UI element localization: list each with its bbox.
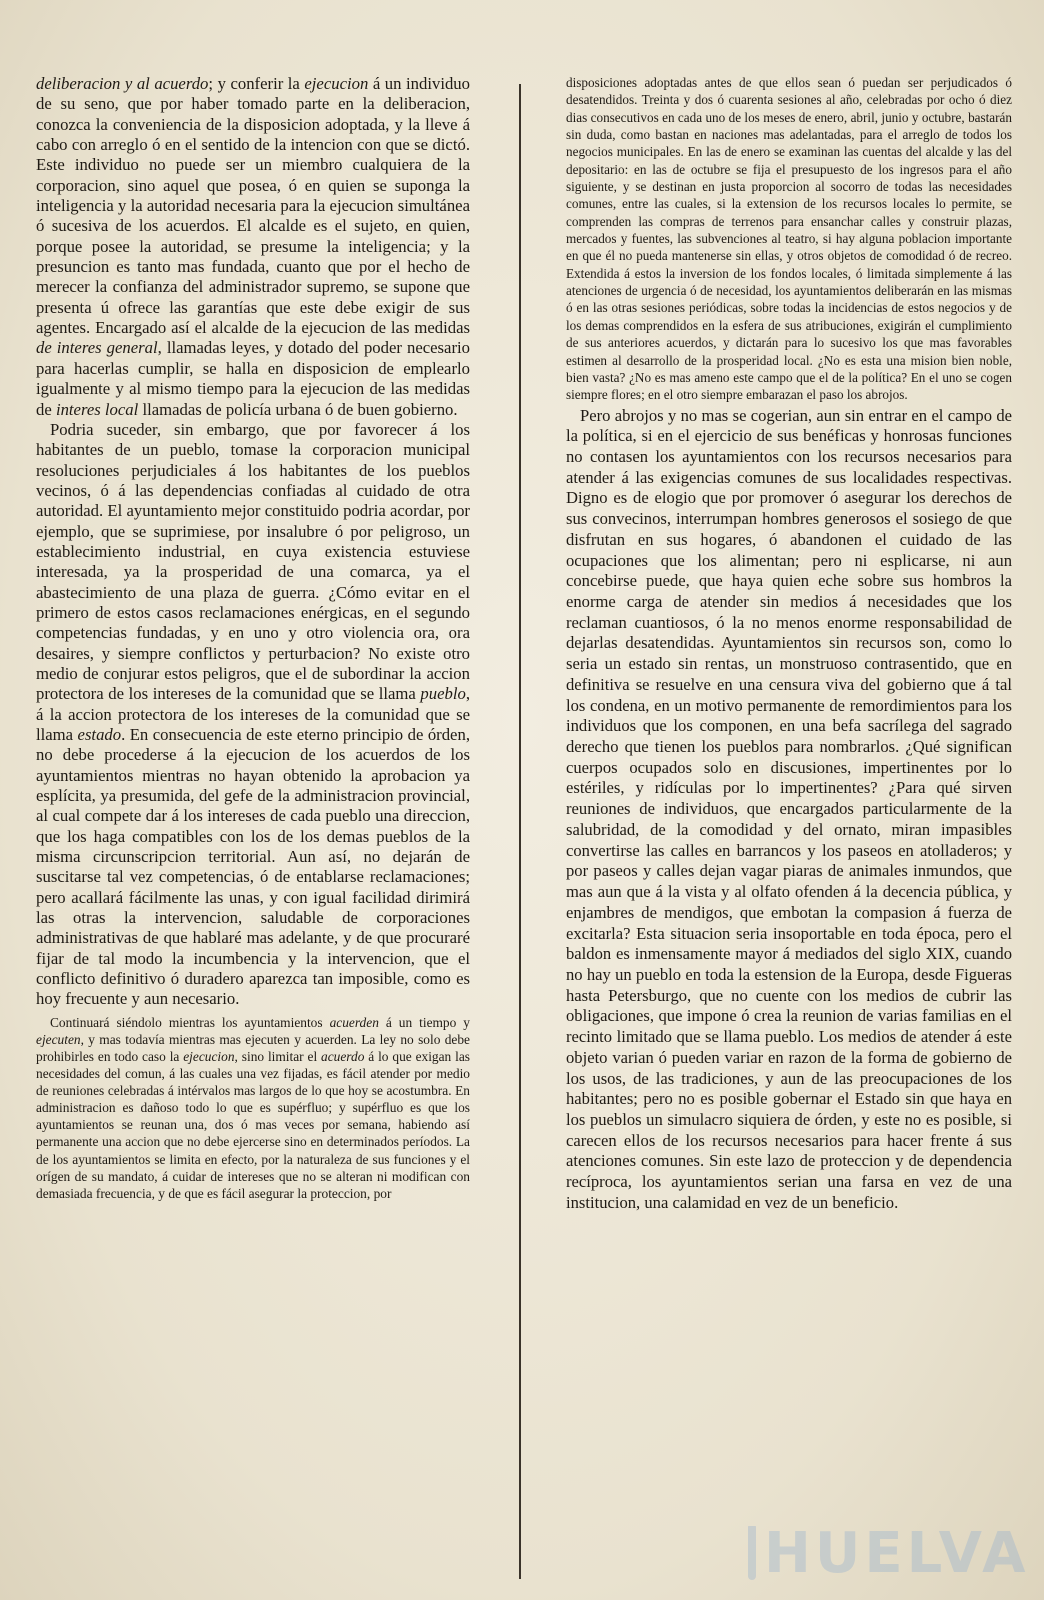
left-paragraph-3 xyxy=(36,1014,470,1202)
library-watermark xyxy=(748,1518,1030,1588)
left-column xyxy=(36,74,470,1202)
text-run: , á la accion protectora de los intereses de la comunidad que se llama xyxy=(36,684,470,744)
shield-icon xyxy=(748,1526,756,1580)
watermark-text: HUELVA xyxy=(764,1520,1030,1586)
text-run: ; y conferir la xyxy=(208,74,305,93)
text-run: deliberacion y al acuerdo xyxy=(36,74,209,93)
text-run: estado xyxy=(77,725,122,744)
right-paragraph-1: disposiciones adoptadas antes de que ellos sean ó puedan ser perjudicados ó desatendidos. Treinta y dos ó cuarenta sesiones al año, celebradas por ocho ó diez dias consecutivos en cada uno de los meses de enero, abril, junio y octubre, bastarán sin duda, como bastan en naciones mas adelantadas, para el arreglo de todos los negocios municipales. En las de enero se examinan las cuentas del alcalde y las del depositario: en las de octubre se fija el presupuesto de los ingresos para el año siguiente, y se destinan en justa proporcion al socorro de todas las necesidades comunes, entre las cuales, si la extension de los recursos locales lo permite, se comprenden las compras de terrenos para ensanchar calles y construir plazas, mercados y fuentes, las subvenciones al teatro, si hay alguna poblacion importante en que él no pueda mantenerse sin ellas, y otros objetos de comodidad ó de recreo. Extendida á estos la inversion de los fondos locales, ó limitada simplemente á las atenciones de urgencia ó de necesidad, los ayuntamientos deliberarán en las mismas ó en las otras sesiones periódicas, sobre todas la incidencias de estos negocios y de los demas comprendidos en la esfera de sus atribuciones, exigirán el cumplimiento de sus anteriores acuerdos, y dictarán para lo sucesivo los que mas favorables estimen al desarrollo de la prosperidad local. ¿No es esta una mision bien noble, bien vasta? ¿No es mas ameno este campo que el de la política? En el uno se cogen siempre flores; en el otro siempre embarazan el paso los abrojos. xyxy=(566,75,1012,403)
text-run: á lo que exigan las necesidades del comun, á las cuales una vez fijadas, es fácil atender por medio de reuniones celebradas á intérvalos mas largos de lo que hoy se acostumbra. En administracion es dañoso todo lo que es supérfluo; y supérfluo es que los ayuntamientos se reunan una, dos ó mas veces por semana, habiendo así permanente una accion que no debe ejercerse sino en determinados períodos. La de los ayuntamientos se limita en efecto, por la naturaleza de sus funciones y el orígen de su mandato, á cuidar de intereses que no se alteran ni modifican con demasiada frecuencia, y de que es fácil asegurar la proteccion, por xyxy=(36,1049,470,1201)
text-run: , llamadas leyes, y dotado del poder necesario para hacerlas cumplir, se halla en disposicion de emplearlo igualmente y al mismo tiempo para la ejecucion de las medidas de xyxy=(36,338,470,419)
text-run: ejecucion xyxy=(304,74,369,93)
text-run: pueblo xyxy=(420,684,466,704)
text-run: ejecuten xyxy=(36,1031,81,1047)
text-run: acuerdo xyxy=(321,1049,365,1064)
text-run: llamadas de policía urbana ó de buen gobierno. xyxy=(138,399,458,419)
text-run: Continuará siéndolo mientras los ayuntamientos xyxy=(50,1014,330,1030)
right-column xyxy=(566,74,1012,1214)
text-run: . En consecuencia de este eterno principio de órden, no debe procederse á la ejecucion de los acuerdos de los ayuntamientos mientras no hayan obtenido la aprobacion ya esplícita, ya presumida, del gefe de la administracion provincial, al cual compete dar á los intereses de cada pueblo una direccion, que los haga compatibles con los de los demas pueblos de la misma circunscripcion territorial. Aun así, no dejarán de suscitarse tal vez competencias, ó de entablarse reclamaciones; pero acallará fácilmente las unas, y con igual facilidad dirimirá las otras la intervencion, saludable de corporaciones administrativas de que hablaré mas adelante, y de que procuraré fijar de tal modo la incumbencia y la intervencion, que el conflicto definitivo ó duradero aparezca tan imposible, como es hoy frecuente y aun necesario. xyxy=(36,725,470,1009)
right-paragraph-2: Pero abrojos y no mas se cogerian, aun sin entrar en el campo de la política, si en el ejercicio de sus benéficas y honrosas funciones no contasen los ayuntamientos con los recursos necesarios para atender á las exigencias comunes de sus localidades respectivas. Digno es de elogio que por promover ó asegurar los derechos de sus convecinos, interrumpan hombres generosos el sosiego de que disfrutan en sus hogares, ó abandonen el cuidado de las ocupaciones que los alimentan; pero ni esplicarse, ni aun concebirse puede, que haya quien eche sobre sus hombros la enorme carga de atender sin medios á necesidades que los reclaman cuantiosos, ó la no menos enorme responsabilidad de dejarlas desatendidas. Ayuntamientos sin recursos son, como lo seria un estado sin rentas, un monstruoso contrasentido, que en definitiva se resuelve en una censura viva del gobierno que á tal los condena, en un motivo permanente de remordimientos para los individuos que los componen, en una befa sacrílega del sagrado derecho que tienen los pueblos para nombrarlos. ¿Qué significan cuerpos ocupados solo en discusiones, impertinentes por lo estériles, y ridículas por lo impertinentes? ¿Para qué sirven reuniones de individuos, que encargados particularmente de la salubridad, de la comodidad y del ornato, miran impasibles convertirse las calles en barrancos y los paseos en atolladeros; y por paseos y calles dejan vagar piaras de animales inmundos, que mas aun que á la vista y al olfato ofenden á la decencia pública, y enjambres de mendigos, que embotan la compasion á fuerza de excitarla? Esta situacion seria insoportable en toda época, pero el baldon es inmensamente mayor á mediados del siglo XIX, cuando no hay un pueblo en toda la estension de la Europa, desde Figueras hasta Petersburgo, que no cuente con los medios de cubrir las obligaciones, que impone ó crea la reunion de varias familias en el recinto limitado que se llama pueblo. Los medios de atender á este objeto varian ó pueden variar en razon de la forma de gobierno de los usos, de las tradiciones, y aun de las preocupaciones de los habitantes; pero no es posible gobernar el Estado sin que haya en los pueblos un simulacro siquiera de órden, y este no es posible, si carecen ellos de los recursos necesarios para hacer frente á sus atenciones comunes. Sin este lazo de proteccion y de dependencia recíproca, los ayuntamientos serian una farsa en vez de una institucion, una calamidad en vez de un beneficio. xyxy=(566,405,1012,1212)
text-run: á un individuo de su seno, que por haber tomado parte en la deliberacion, conozca la conveniencia de la disposicion adoptada, y la lleve á cabo con arreglo ó en el sentido de la intencion con que se dictó. Este individuo no puede ser un miembro cualquiera de la corporacion, sino aquel que posea, ó en quien se suponga la inteligencia y la autoridad necesaria para la ejecucion simultánea ó sucesiva de los acuerdos. El alcalde es el sujeto, en quien, porque posee la autoridad, se presume la inteligencia; y la presuncion es tanto mas fundada, cuanto que por el hecho de merecer la confianza del administrador supremo, se supone que presenta ú ofrece las garantías que este debe exigir de sus agentes. Encargado así el alcalde de la ejecucion de las medidas xyxy=(36,74,470,338)
text-run: de interes general xyxy=(36,338,158,358)
text-run: , y mas todavía mientras mas ejecuten y acuerden. La ley no solo debe prohibirles en todo caso la xyxy=(36,1031,470,1064)
text-run: interes local xyxy=(55,399,139,419)
column-rule xyxy=(519,84,521,1579)
left-paragraph-2 xyxy=(36,420,470,1010)
left-paragraph-1 xyxy=(36,74,470,420)
text-run: Podria suceder, sin embargo, que por favorecer á los habitantes de un pueblo, tomase la corporacion municipal resoluciones perjudiciales á los habitantes de los pueblos vecinos, ó á las dependencias confiadas al cuidado de otra autoridad. El ayuntamiento mejor constituido podria acordar, por ejemplo, que se suprimiese, por insalubre ó por peligroso, un establecimiento industrial, en cuya existencia estuviese interesada, ya la prosperidad de una comarca, ya el abastecimiento de una plaza de guerra. ¿Cómo evitar en el primero de estos casos reclamaciones enérgicas, en el segundo competencias fundadas, y en uno y otro violencia ora, ora desaires, y siempre conflictos y perturbacion? No existe otro medio de conjurar estos peligros, que el de subordinar la accion protectora de los intereses de la comunidad que se llama xyxy=(36,419,470,704)
text-run: á un tiempo y xyxy=(378,1014,470,1030)
text-run: acuerden xyxy=(329,1014,379,1030)
text-run: ejecucion xyxy=(183,1049,235,1064)
text-run: , sino limitar el xyxy=(234,1049,322,1064)
